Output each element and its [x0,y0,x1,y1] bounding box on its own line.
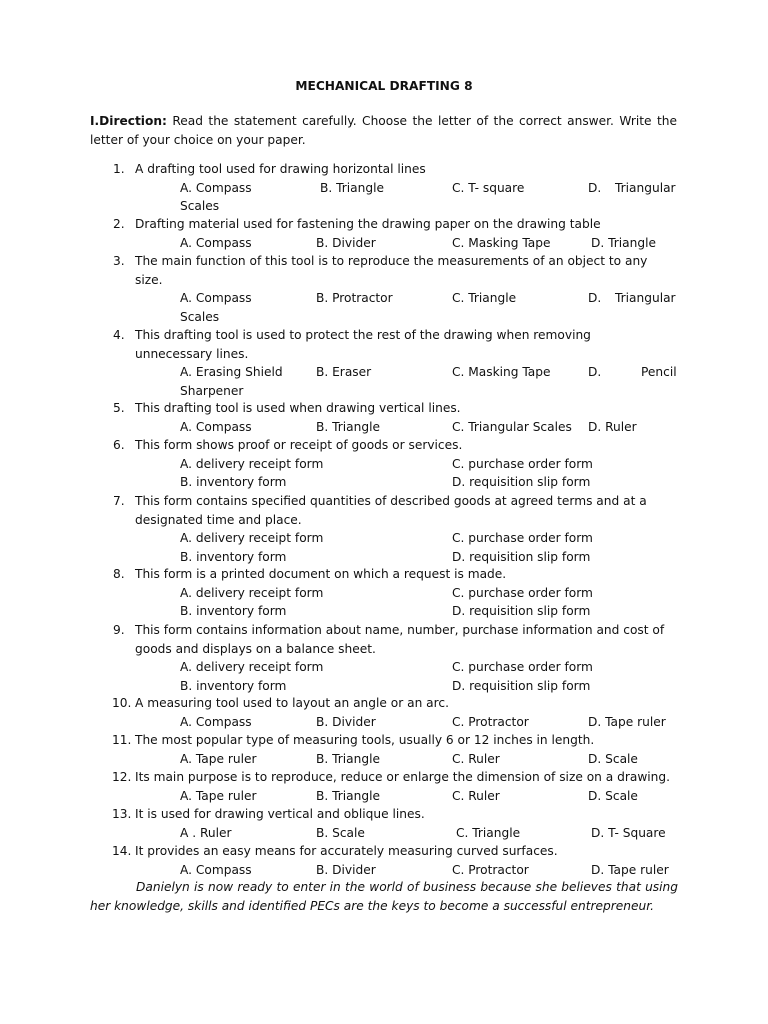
question-number: 9. [113,623,125,637]
question-number: 7. [113,494,125,508]
option-a: A. delivery receipt form [180,660,324,674]
option-a: A. Compass [180,291,252,305]
option-b: B. inventory form [180,678,287,693]
option-d: D. requisition slip form [452,475,591,489]
option-a: A. delivery receipt form [180,585,324,600]
question-stem: This drafting tool is used to protect the rest of the drawing when removing [135,328,591,342]
option-a: A. Compass [180,419,252,434]
option-d: D. Ruler [588,419,637,434]
option-a: A. Compass [180,180,252,195]
option-a: A. Compass [180,235,252,250]
closing-text: Danielyn is now ready to enter in the world of business because she believes that using her knowledge, skills and identified PECs are the keys to become a successful entrepreneur. [90,880,678,913]
document-title: MECHANICAL DRAFTING 8 [295,79,473,93]
option-d-continuation: Scales [180,199,220,213]
option-b: B. Divider [316,862,376,877]
question-stem: This drafting tool is used when drawing vertical lines. [135,401,461,415]
option-c: C. Triangle [456,825,521,840]
question-stem: unnecessary lines. [135,346,249,361]
option-d: D. requisition slip form [452,678,591,693]
question-stem: Drafting material used for fastening the drawing paper on the drawing table [135,217,601,231]
question-stem: A drafting tool used for drawing horizontal lines [135,162,426,176]
option-c: C. Masking Tape [452,235,551,250]
question-number: 5. [113,401,125,415]
option-c: C. purchase order form [452,585,593,600]
option-b: B. Divider [316,714,376,729]
question-number: 6. [113,438,125,452]
option-a: A. Tape ruler [180,751,257,766]
option-a: A. delivery receipt form [180,531,324,545]
question-stem: size. [135,272,163,287]
option-c: C. Protractor [452,862,529,877]
option-b: B. Eraser [316,365,372,379]
option-b: B. Triangle [320,180,384,195]
question-number: 14. [112,844,132,858]
option-b: B. Divider [316,235,376,250]
option-d: D. Tape ruler [588,714,666,729]
question-stem: This form contains specified quantities of described goods at agreed terms and at a [135,494,647,508]
question-stem: designated time and place. [135,512,302,527]
option-a: A. Compass [180,714,252,729]
option-c: C. T- square [452,180,525,195]
option-b: B. Triangle [316,788,380,803]
option-c: C. Protractor [452,714,529,729]
option-d-text: Pencil [641,365,677,379]
question-stem: This form is a printed document on which a request is made. [135,567,507,581]
question-number: 1. [113,162,125,176]
option-c: C. purchase order form [452,660,593,674]
option-d: D. Scale [588,788,638,803]
direction-label: I.Direction: [90,114,167,128]
option-d: D. Scale [588,751,638,766]
option-b: B. inventory form [180,604,287,618]
option-a: A. Compass [180,862,252,877]
question-stem: The main function of this tool is to reproduce the measurements of an object to any [135,254,648,268]
option-a: A . Ruler [180,825,232,840]
option-a: A. delivery receipt form [180,456,324,471]
option-d: D. Tape ruler [591,862,669,877]
question-number: 10. [112,696,132,710]
option-d: D. Triangle [591,235,656,250]
question-stem: It provides an easy means for accurately measuring curved surfaces. [135,844,558,858]
question-number: 11. [112,733,132,747]
option-b: B. Protractor [316,291,393,305]
option-c: C. purchase order form [452,456,593,471]
question-stem: A measuring tool used to layout an angle or an arc. [135,696,449,710]
option-c: C. Ruler [452,751,500,766]
option-d: D. [588,291,602,305]
question-number: 8. [113,567,125,581]
option-d: D. [588,365,602,379]
option-b: B. inventory form [180,549,287,564]
option-d-continuation: Scales [180,309,220,324]
option-c: C. Masking Tape [452,365,551,379]
option-b: B. Triangle [316,751,380,766]
option-b: B. Triangle [316,419,380,434]
option-a: A. Erasing Shield [180,365,283,379]
question-stem: This form shows proof or receipt of goods or services. [135,438,463,452]
question-number: 12. [112,770,132,784]
option-c: C. Ruler [452,788,500,803]
question-stem: goods and displays on a balance sheet. [135,641,376,656]
option-b: B. inventory form [180,475,287,489]
question-stem: Its main purpose is to reproduce, reduce or enlarge the dimension of size on a drawing. [135,770,671,784]
option-d: D. requisition slip form [452,549,591,564]
question-number: 4. [113,328,125,342]
option-c: C. purchase order form [452,531,593,545]
question-number: 3. [113,254,125,268]
direction-text: Read the statement carefully. Choose the letter of the correct answer. Write the letter of your choice on your paper. [90,114,677,147]
option-d-text: Triangular [615,291,676,305]
option-c: C. Triangle [452,291,517,305]
option-d-text: Triangular [615,180,676,195]
direction-paragraph [90,112,677,149]
option-d: D. [588,180,602,195]
option-d-continuation: Sharpener [180,383,244,398]
question-stem: The most popular type of measuring tools, usually 6 or 12 inches in length. [135,733,595,747]
option-b: B. Scale [316,825,365,840]
question-number: 2. [113,217,125,231]
question-stem: It is used for drawing vertical and oblique lines. [135,807,425,821]
closing-paragraph [90,878,678,915]
option-d: D. T- Square [591,825,666,840]
question-stem: This form contains information about name, number, purchase information and cost of [135,623,665,637]
option-a: A. Tape ruler [180,788,257,803]
question-number: 13. [112,807,132,821]
option-d: D. requisition slip form [452,604,591,618]
option-c: C. Triangular Scales [452,419,572,434]
